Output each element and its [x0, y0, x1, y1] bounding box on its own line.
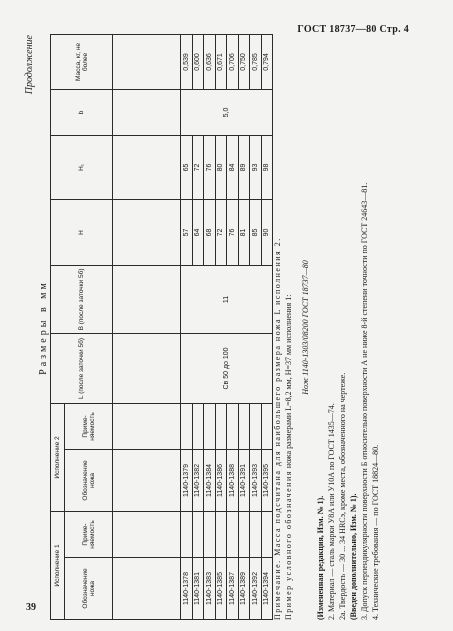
H1-cell: 72 — [192, 135, 204, 199]
note-text: Примечание. Масса подсчитана для наибольшего размера ножа L исполнения 2. — [273, 237, 282, 620]
mass-cell: 0,785 — [250, 34, 262, 89]
mass-cell: 0,671 — [215, 34, 227, 89]
mass-cell: 0,539 — [181, 34, 193, 89]
notes-block — [272, 35, 381, 620]
H1-cell: 84 — [227, 135, 239, 199]
applicability-header: Приме-няемость — [65, 511, 113, 557]
dimensions-table — [50, 34, 273, 620]
mass-cell: 0,750 — [238, 34, 250, 89]
mass-cell: 0,794 — [261, 34, 273, 89]
designation-cell: 1140-1389 — [238, 558, 250, 620]
H-cell: 72 — [215, 199, 227, 265]
designation-cell: 1140-1385 — [215, 558, 227, 620]
H1-cell: 80 — [215, 135, 227, 199]
units-title: Размеры в мм — [38, 280, 49, 375]
designation-cell: 1140-1387 — [227, 558, 239, 620]
mass-cell: 0,600 — [192, 34, 204, 89]
example-label: Пример условного обозначения — [284, 470, 293, 620]
added-note: (Введен дополнительно, Изм. № 1). — [349, 493, 358, 620]
requirements-item: 4. Технические требования — по ГОСТ 18824—80. — [371, 444, 380, 620]
b-value: 5,0 — [181, 89, 273, 135]
designation-cell: 1140-1381 — [192, 558, 204, 620]
designation-cell: 1140-1384 — [204, 449, 216, 511]
designation-cell: 1140-1383 — [204, 558, 216, 620]
table-row-spacer — [113, 34, 181, 619]
H-cell: 85 — [250, 199, 262, 265]
designation-header: Обозначение ножа — [65, 558, 113, 620]
table-row — [181, 34, 193, 619]
H1-cell: 65 — [181, 135, 193, 199]
H1-cell: 76 — [204, 135, 216, 199]
designation-cell: 1140-1394 — [261, 558, 273, 620]
H-cell: 64 — [192, 199, 204, 265]
page-number: 39 — [26, 602, 36, 613]
mass-cell: 0,706 — [227, 34, 239, 89]
material-item: 2. Материал — сталь марки У8А или У10А по ГОСТ 1435—74. — [327, 403, 336, 620]
hardness-item: 2а. Твердость — 30 ... 34 HRCэ, кроме места, обозначенного на чертеже. — [338, 372, 347, 620]
rotated-content — [24, 35, 414, 620]
designation-cell: 1140-1395 — [261, 449, 273, 511]
H-cell: 68 — [204, 199, 216, 265]
designation-cell: 1140-1379 — [181, 449, 193, 511]
H1-header: H₁ — [51, 135, 113, 199]
H1-cell: 98 — [261, 135, 273, 199]
designation-cell: 1140-1382 — [192, 449, 204, 511]
H1-cell: 89 — [238, 135, 250, 199]
b-header: b — [51, 89, 113, 135]
H-cell: 90 — [261, 199, 273, 265]
B-value: 11 — [181, 265, 273, 333]
mass-cell: 0,636 — [204, 34, 216, 89]
designation-cell: 1140-1386 — [215, 449, 227, 511]
designation-header: Обозначение ножа — [65, 449, 113, 511]
example-line — [283, 35, 294, 620]
designation-cell: 1140-1388 — [227, 449, 239, 511]
designation-cell: 1140-1391 — [238, 449, 250, 511]
H-cell: 76 — [227, 199, 239, 265]
tolerance-item: 3. Допуск перпендикулярности поверхности Б относительно поверхности А не ниже 8-й степени точности по ГОСТ 24643—81. — [360, 182, 369, 620]
L-value: Св 50 до 100 — [181, 333, 273, 403]
page-header: ГОСТ 18737—80 Стр. 4 — [297, 24, 409, 35]
continuation-label: Продолжение — [24, 35, 35, 95]
change-note-1: (Измененная редакция, Изм. № 1). — [316, 495, 325, 620]
exec1-header: Исполнение 1 — [51, 511, 65, 619]
designation-cell: 1140-1392 — [250, 558, 262, 620]
B-header: B (после заточки 5б) — [51, 265, 113, 333]
L-header: L (после заточки 5б) — [51, 333, 113, 403]
H-header: H — [51, 199, 113, 265]
H-cell: 57 — [181, 199, 193, 265]
designation-cell: 1140-1378 — [181, 558, 193, 620]
example-text: ножа размерами L=8,2 мм, H=37 мм исполнения 1: — [284, 294, 293, 469]
designation-formula: Нож 1140-1303/08200 ГОСТ 18737—80 — [301, 260, 310, 395]
applicability-header: Приме-няемость — [65, 403, 113, 449]
designation-cell: 1140-1393 — [250, 449, 262, 511]
H-cell: 81 — [238, 199, 250, 265]
H1-cell: 93 — [250, 135, 262, 199]
mass-header: Масса, кг, не более — [51, 34, 113, 89]
exec2-header: Исполнение 2 — [51, 403, 65, 511]
